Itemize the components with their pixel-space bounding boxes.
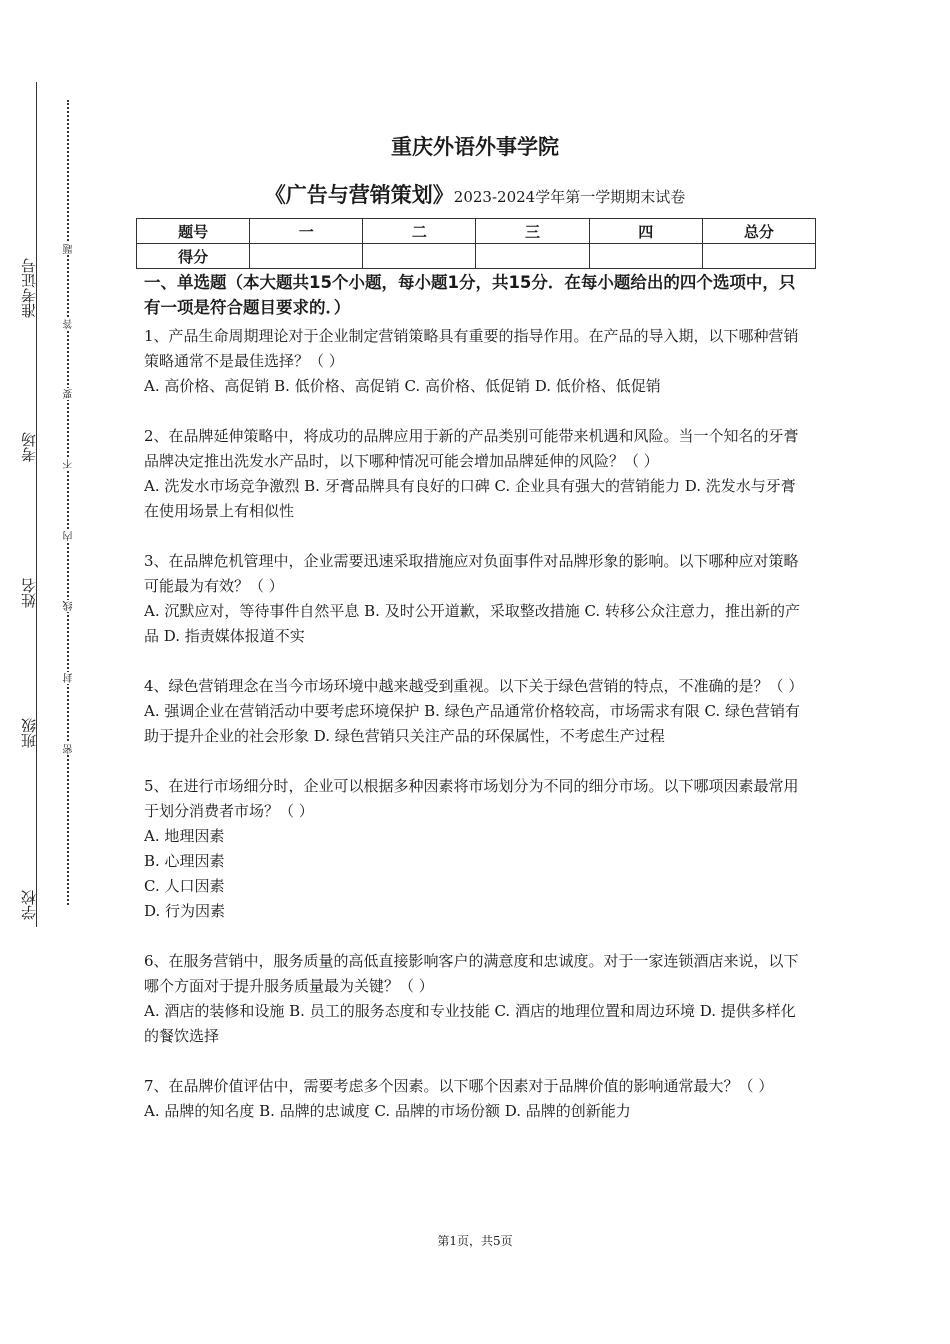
score-cell xyxy=(363,244,476,269)
question-list xyxy=(144,324,809,1124)
question-options: A. 高价格、高促销 B. 低价格、高促销 C. 高价格、低促销 D. 低价格、低促销 xyxy=(144,377,661,395)
question-options: A. 地理因素 xyxy=(144,827,225,845)
score-table-header-row xyxy=(137,219,816,244)
score-header-cell: 总分 xyxy=(702,219,815,244)
question-stem: 6、在服务营销中，服务质量的高低直接影响客户的满意度和忠诚度。对于一家连锁酒店来说，以下哪个方面对于提升服务质量最为关键？（ ） xyxy=(144,952,799,995)
question-block xyxy=(144,674,809,749)
section-title: 一、单选题（本大题共15个小题，每小题1分，共15分．在每小题给出的四个选项中，只有一项是符合题目要求的．） xyxy=(144,273,796,317)
class-label: 班级 xyxy=(20,718,38,748)
seal-char: 要 xyxy=(64,389,75,399)
school-title: 重庆外语外事学院 xyxy=(391,135,559,159)
question-options: C. 人口因素 xyxy=(144,877,225,895)
question-block xyxy=(144,1074,809,1124)
seal-char: 密 xyxy=(64,744,75,754)
score-row-label: 得分 xyxy=(137,244,250,269)
question-options: A. 酒店的装修和设施 B. 员工的服务态度和专业技能 C. 酒店的地理位置和周边环境 D. 提供多样化的餐饮选择 xyxy=(144,1002,796,1045)
score-cell xyxy=(476,244,589,269)
question-block xyxy=(144,324,809,399)
course-name: 《广告与营销策划》 xyxy=(264,183,454,207)
score-header-cell: 三 xyxy=(476,219,589,244)
score-header-cell: 二 xyxy=(363,219,476,244)
question-stem: 4、绿色营销理念在当今市场环境中越来越受到重视。以下关于绿色营销的特点，不准确的是？（ ） xyxy=(144,677,804,695)
score-header-cell: 题号 xyxy=(137,219,250,244)
seal-char: 题 xyxy=(64,244,75,254)
score-table xyxy=(136,218,816,269)
seal-char: 线 xyxy=(64,601,75,611)
term-text: 2023-2024学年第一学期期末试卷 xyxy=(453,188,686,206)
score-table-score-row xyxy=(137,244,816,269)
question-options: A. 品牌的知名度 B. 品牌的忠诚度 C. 品牌的市场份额 D. 品牌的创新能力 xyxy=(144,1102,631,1120)
question-block xyxy=(144,949,809,1049)
question-block xyxy=(144,774,809,924)
question-options: A. 洗发水市场竞争激烈 B. 牙膏品牌具有良好的口碑 C. 企业具有强大的营销能力 D. 洗发水与牙膏在使用场景上有相似性 xyxy=(144,477,796,520)
exam-room-label: 考场 xyxy=(20,432,38,462)
question-stem: 5、在进行市场细分时，企业可以根据多种因素将市场划分为不同的细分市场。以下哪项因素最常用于划分消费者市场？（ ） xyxy=(144,777,799,820)
score-cell xyxy=(250,244,363,269)
name-label: 姓名 xyxy=(20,578,38,608)
question-stem: 3、在品牌危机管理中，企业需要迅速采取措施应对负面事件对品牌形象的影响。以下哪种应对策略可能最为有效？（ ） xyxy=(144,552,799,595)
seal-char: 封 xyxy=(64,673,75,683)
question-stem: 1、产品生命周期理论对于企业制定营销策略具有重要的指导作用。在产品的导入期，以下哪种营销策略通常不是最佳选择？（ ） xyxy=(144,327,799,370)
school-label: 学校 xyxy=(20,890,38,920)
question-stem: 7、在品牌价值评估中，需要考虑多个因素。以下哪个因素对于品牌价值的影响通常最大？（ ） xyxy=(144,1077,774,1095)
score-cell xyxy=(702,244,815,269)
score-header-cell: 一 xyxy=(250,219,363,244)
exam-number-label: 准考证号 xyxy=(20,258,38,318)
score-header-cell: 四 xyxy=(589,219,702,244)
exam-subtitle xyxy=(0,179,950,209)
score-cell xyxy=(589,244,702,269)
exam-content xyxy=(144,270,809,1149)
seal-dotted-line xyxy=(67,100,69,905)
question-block xyxy=(144,549,809,649)
page-footer: 第1页，共5页 xyxy=(437,1234,513,1248)
question-options: B. 心理因素 xyxy=(144,852,225,870)
question-stem: 2、在品牌延伸策略中，将成功的品牌应用于新的产品类别可能带来机遇和风险。当一个知名的牙膏品牌决定推出洗发水产品时，以下哪种情况可能会增加品牌延伸的风险？（ ） xyxy=(144,427,799,470)
seal-char: 不 xyxy=(64,459,75,469)
question-options: A. 沉默应对，等待事件自然平息 B. 及时公开道歉，采取整改措施 C. 转移公众注意力，推出新的产品 D. 指责媒体报道不实 xyxy=(144,602,800,645)
question-block xyxy=(144,424,809,524)
question-options: D. 行为因素 xyxy=(144,902,226,920)
seal-char: 内 xyxy=(64,531,75,541)
question-options: A. 强调企业在营销活动中要考虑环境保护 B. 绿色产品通常价格较高，市场需求有限 C. 绿色营销有助于提升企业的社会形象 D. 绿色营销只关注产品的环保属性，不考虑生产过程 xyxy=(144,702,800,745)
seal-char: 答 xyxy=(64,319,75,329)
